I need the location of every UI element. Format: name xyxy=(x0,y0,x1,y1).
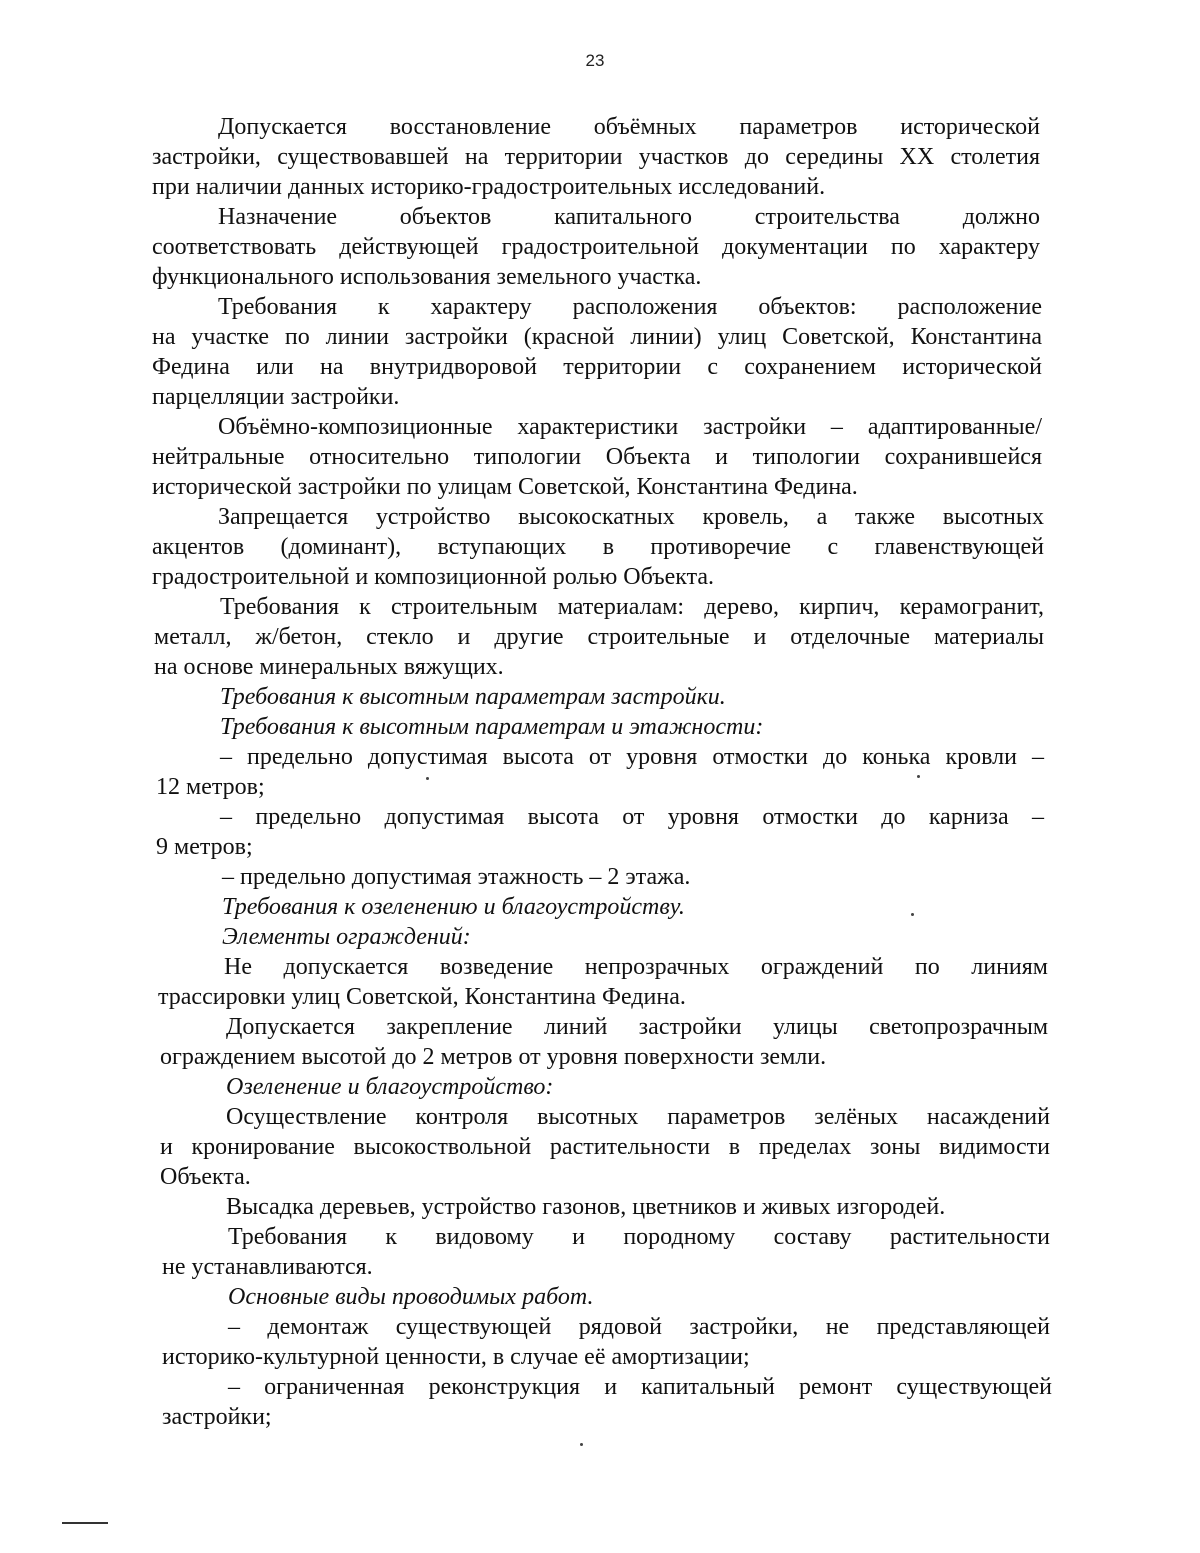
text-line: – демонтаж существующей рядовой застройки, не представляющей xyxy=(228,1314,1050,1340)
text-line: металл, ж/бетон, стекло и другие строительные и отделочные материалы xyxy=(154,624,1044,650)
text-line: градостроительной и композиционной ролью Объекта. xyxy=(152,564,715,590)
text-line: исторической застройки по улицам Советской, Константина Федина. xyxy=(152,474,858,500)
text-line: 12 метров; xyxy=(156,774,265,800)
text-line: на основе минеральных вяжущих. xyxy=(154,654,504,680)
text-line: – ограниченная реконструкция и капитальный ремонт существующей xyxy=(228,1374,1052,1400)
text-line: Объёмно-композиционные характеристики застройки – адаптированные/ xyxy=(218,414,1042,440)
text-line: и кронирование высокоствольной растительности в пределах зоны видимости xyxy=(160,1134,1050,1160)
text-line: – предельно допустимая высота от уровня отмостки до конька кровли – xyxy=(220,744,1044,770)
text-line: Запрещается устройство высокоскатных кровель, а также высотных xyxy=(218,504,1044,530)
text-line: Не допускается возведение непрозрачных ограждений по линиям xyxy=(224,954,1048,980)
text-line: нейтральные относительно типологии Объекта и типологии сохранившейся xyxy=(152,444,1042,470)
text-line: 9 метров; xyxy=(156,834,253,860)
section-heading-line: Элементы ограждений: xyxy=(222,924,471,950)
text-line: акцентов (доминант), вступающих в противоречие с главенствующей xyxy=(152,534,1044,560)
text-line: застройки; xyxy=(162,1404,272,1430)
scan-edge-mark xyxy=(62,1522,108,1524)
text-line: на участке по линии застройки (красной линии) улиц Советской, Константина xyxy=(152,324,1042,350)
text-line: соответствовать действующей градостроительной документации по характеру xyxy=(152,234,1040,260)
text-line: Назначение объектов капитального строительства должно xyxy=(218,204,1040,230)
text-line: Объекта. xyxy=(160,1164,251,1190)
text-line: застройки, существовавшей на территории участков до середины XX столетия xyxy=(152,144,1040,170)
text-line: не устанавливаются. xyxy=(162,1254,373,1280)
scan-speck xyxy=(580,1443,583,1446)
section-heading-line: Требования к высотным параметрам застройки. xyxy=(220,684,726,710)
text-line: – предельно допустимая высота от уровня отмостки до карниза – xyxy=(220,804,1044,830)
text-line: Допускается закрепление линий застройки улицы светопрозрачным xyxy=(226,1014,1048,1040)
section-heading-line: Озеленение и благоустройство: xyxy=(226,1074,554,1100)
text-line: – предельно допустимая этажность – 2 этажа. xyxy=(222,864,691,890)
scan-speck xyxy=(917,775,920,778)
text-line: историко-культурной ценности, в случае её амортизации; xyxy=(162,1344,750,1370)
page-number: 23 xyxy=(585,51,605,70)
section-heading-line: Требования к высотным параметрам и этажности: xyxy=(220,714,764,740)
scan-speck xyxy=(911,913,914,916)
text-line: Требования к видовому и породному составу растительности xyxy=(228,1224,1050,1250)
text-line: функционального использования земельного участка. xyxy=(152,264,702,290)
text-line: Федина или на внутридворовой территории с сохранением исторической xyxy=(152,354,1042,380)
text-line: парцелляции застройки. xyxy=(152,384,400,410)
text-line: Требования к строительным материалам: дерево, кирпич, керамогранит, xyxy=(220,594,1044,620)
text-line: ограждением высотой до 2 метров от уровня поверхности земли. xyxy=(160,1044,827,1070)
text-line: трассировки улиц Советской, Константина Федина. xyxy=(158,984,686,1010)
section-heading-line: Требования к озеленению и благоустройству. xyxy=(222,894,685,920)
text-line: Высадка деревьев, устройство газонов, цветников и живых изгородей. xyxy=(226,1194,946,1220)
text-line: Осуществление контроля высотных параметров зелёных насаждений xyxy=(226,1104,1050,1130)
text-line: Допускается восстановление объёмных параметров исторической xyxy=(218,114,1040,140)
scan-speck xyxy=(426,777,429,780)
text-line: Требования к характеру расположения объектов: расположение xyxy=(218,294,1042,320)
section-heading-line: Основные виды проводимых работ. xyxy=(228,1284,594,1310)
text-line: при наличии данных историко-градостроительных исследований. xyxy=(152,174,826,200)
